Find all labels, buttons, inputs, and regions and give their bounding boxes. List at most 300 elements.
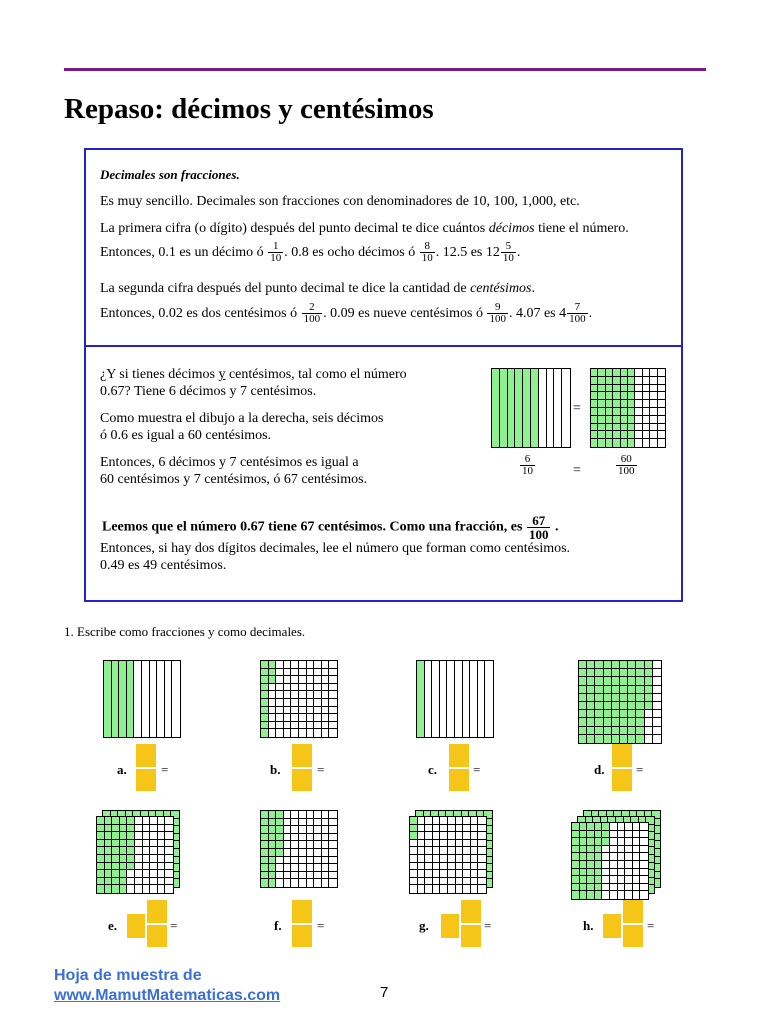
hundredth-cell (261, 661, 269, 669)
hundredth-cell (314, 879, 322, 887)
hundredth-cell (269, 722, 277, 730)
hundredth-cell (620, 669, 628, 677)
hundredth-cell (299, 684, 307, 692)
hundredth-cell (97, 885, 105, 893)
hundredth-cell (591, 439, 598, 447)
hundredth-cell (653, 710, 661, 718)
hundredth-cell (135, 863, 143, 871)
hundredth-cell (261, 841, 269, 849)
hundredth-cell (329, 857, 337, 865)
hundredth-cell (618, 823, 626, 831)
hundredth-cell (314, 841, 322, 849)
hundredth-cell (613, 392, 620, 400)
hundredth-cell (127, 855, 135, 863)
fraction: $\frac{5}{10}$ (502, 240, 514, 265)
hundredth-cell (463, 840, 471, 848)
hundredth-cell (612, 677, 620, 685)
hundredth-cell (604, 661, 612, 669)
hundredth-cell (628, 392, 635, 400)
hundredth-cell (269, 834, 277, 842)
hundredth-cell (580, 891, 588, 899)
hundredth-cell (158, 870, 166, 878)
hundredth-cell (105, 825, 113, 833)
hundredth-cell (625, 884, 633, 892)
hundredth-cell (640, 891, 648, 899)
hundredth-cell (440, 855, 448, 863)
hundredth-cell (640, 876, 648, 884)
hundredth-cell (143, 885, 151, 893)
hundredth-cell (478, 855, 486, 863)
hundredth-cell (418, 863, 426, 871)
hundredth-cell (613, 369, 620, 377)
hundredth-cell (456, 885, 464, 893)
hundredth-cell (307, 857, 315, 865)
hundredth-cell (299, 729, 307, 737)
hundredth-cell (478, 832, 486, 840)
hundredth-cell (602, 838, 610, 846)
hundredth-cell (587, 861, 595, 869)
hundredth-cell (572, 861, 580, 869)
hundredth-cell (291, 714, 299, 722)
hundredth-cell (314, 872, 322, 880)
hundredth-cell (610, 861, 618, 869)
answer-whole-box[interactable] (603, 914, 621, 938)
hundredth-cell (463, 847, 471, 855)
tenth-strip (142, 661, 150, 737)
hundredth-cell (612, 727, 620, 735)
hundredth-cell (463, 878, 471, 886)
hundredth-cell (650, 385, 657, 393)
hundredth-cell (612, 710, 620, 718)
hundredth-cell (645, 702, 653, 710)
hundredth-cell (322, 857, 330, 865)
hundredth-cell (658, 392, 665, 400)
hundredth-cell (329, 811, 337, 819)
hundredth-cell (613, 400, 620, 408)
hundredth-cell (127, 817, 135, 825)
hundredth-cell (658, 377, 665, 385)
hundredth-cell (580, 823, 588, 831)
hundredth-cell (112, 870, 120, 878)
hundredth-cell (621, 385, 628, 393)
hundredth-cell (618, 861, 626, 869)
hundredth-cell (579, 718, 587, 726)
hundredth-cell (322, 872, 330, 880)
hundredth-cell (643, 439, 650, 447)
tenth-strip (492, 369, 500, 447)
hundredth-cell (579, 727, 587, 735)
hundredth-cell (276, 699, 284, 707)
tenth-strip (508, 369, 516, 447)
hundredth-cell (418, 832, 426, 840)
hundredth-cell (478, 885, 486, 893)
hundredth-cell (628, 424, 635, 432)
hundredth-cell (610, 846, 618, 854)
hundredth-cell (433, 825, 441, 833)
hundredth-cell (456, 817, 464, 825)
hundredth-cell (284, 684, 292, 692)
hundredth-cell (628, 661, 636, 669)
hundredth-cell (299, 819, 307, 827)
hundredth-cell (653, 677, 661, 685)
fraction-bar (449, 767, 469, 769)
hundredth-cell (618, 846, 626, 854)
hundredth-cell (120, 817, 128, 825)
hundredth-cell (478, 847, 486, 855)
hundredth-cell (628, 669, 636, 677)
hundredth-cell (329, 849, 337, 857)
hundredth-cell (291, 857, 299, 865)
hundredth-cell (621, 424, 628, 432)
hundredth-cell (643, 416, 650, 424)
hundredth-cell (418, 878, 426, 886)
box2-p3-line1: Entonces, 6 décimos y 7 centésimos es igual a (100, 455, 359, 470)
hundredth-cell (587, 831, 595, 839)
hundredth-cell (322, 811, 330, 819)
hundredth-cell (478, 863, 486, 871)
hundredth-cell (587, 735, 595, 743)
hundredth-cell (105, 878, 113, 886)
hundredth-cell (329, 729, 337, 737)
hundredth-cell (572, 831, 580, 839)
fraction-bar (612, 767, 632, 769)
tenth-strip (470, 661, 478, 737)
fraction-bar (623, 923, 643, 925)
hundredth-cell (440, 885, 448, 893)
hundredth-cell (276, 676, 284, 684)
hundredth-cell (643, 392, 650, 400)
hundredth-cell (425, 825, 433, 833)
hundredths-grid (578, 660, 662, 744)
hundredth-cell (463, 832, 471, 840)
hundredth-cell (425, 870, 433, 878)
exercise-label: c. (428, 762, 438, 777)
hundredth-cell (621, 416, 628, 424)
exercise-label: h. (583, 918, 594, 933)
hundredth-cell (329, 872, 337, 880)
hundredth-cell (579, 677, 587, 685)
hundredth-cell (598, 400, 605, 408)
hundredth-cell (587, 823, 595, 831)
hundredth-cell (448, 870, 456, 878)
hundredth-cell (97, 870, 105, 878)
box1-line2: La primera cifra (o dígito) después del punto decimal te dice cuántos décimos tiene el número. (100, 221, 629, 236)
hundredth-cell (410, 817, 418, 825)
hundredth-cell (580, 869, 588, 877)
hundredth-cell (410, 870, 418, 878)
hundredth-cell (579, 702, 587, 710)
hundredth-cell (127, 840, 135, 848)
hundredth-cell (165, 817, 173, 825)
hundredth-cell (606, 416, 613, 424)
hundredth-cell (580, 831, 588, 839)
hundredth-cell (322, 707, 330, 715)
hundredth-cell (120, 840, 128, 848)
hundredth-cell (595, 669, 603, 677)
hundredth-cell (650, 377, 657, 385)
hundredth-cell (410, 832, 418, 840)
tenth-strip (440, 661, 448, 737)
hundredth-cell (291, 661, 299, 669)
hundredth-cell (650, 439, 657, 447)
hundredth-cell (612, 661, 620, 669)
hundredth-cell (150, 847, 158, 855)
hundredth-cell (120, 870, 128, 878)
hundredth-cell (112, 863, 120, 871)
hundredth-cell (658, 431, 665, 439)
hundredth-cell (604, 702, 612, 710)
hundredth-cell (97, 855, 105, 863)
hundredth-cell (635, 385, 642, 393)
answer-whole-box[interactable] (441, 914, 459, 938)
hundredth-cell (640, 853, 648, 861)
hundredth-cell (635, 400, 642, 408)
hundredth-cell (158, 855, 166, 863)
hundredth-cell (322, 819, 330, 827)
box2-p2-line1: Como muestra el dibujo a la derecha, seis décimos (100, 411, 384, 426)
hundredth-cell (150, 855, 158, 863)
hundredth-cell (645, 718, 653, 726)
tenth-strip (455, 661, 463, 737)
hundredth-cell (120, 847, 128, 855)
hundredth-cell (329, 864, 337, 872)
hundredth-cell (636, 661, 644, 669)
hundredth-cell (307, 707, 315, 715)
hundredth-cell (636, 710, 644, 718)
hundredth-cell (127, 885, 135, 893)
hundredth-cell (307, 676, 315, 684)
hundredth-cell (284, 722, 292, 730)
hundredth-cell (635, 439, 642, 447)
hundredth-cell (598, 392, 605, 400)
fraction-bar (292, 767, 312, 769)
hundredth-cell (606, 408, 613, 416)
hundredth-cell (636, 686, 644, 694)
hundredth-cell (299, 857, 307, 865)
hundredth-cell (636, 735, 644, 743)
hundredth-cell (299, 676, 307, 684)
hundredth-cell (276, 684, 284, 692)
hundredth-cell (587, 702, 595, 710)
hundredth-cell (580, 853, 588, 861)
hundredth-cell (314, 691, 322, 699)
fraction: $\frac{7}{100}$ (569, 301, 586, 326)
hundredth-cell (307, 669, 315, 677)
hundredth-cell (307, 849, 315, 857)
hundredth-cell (636, 694, 644, 702)
hundredth-cell (150, 840, 158, 848)
hundredth-cell (329, 722, 337, 730)
hundredth-cell (284, 676, 292, 684)
hundredth-cell (322, 834, 330, 842)
hundredth-cell (463, 825, 471, 833)
fraction: $\frac{9}{100}$ (489, 301, 506, 326)
hundredth-cell (135, 832, 143, 840)
hundredth-cell (628, 439, 635, 447)
hundredth-cell (261, 722, 269, 730)
hundredth-cell (658, 439, 665, 447)
hundredth-cell (165, 870, 173, 878)
hundredth-cell (135, 840, 143, 848)
hundredth-cell (595, 831, 603, 839)
hundredth-cell (269, 676, 277, 684)
explanation-box (84, 148, 683, 602)
hundredth-cell (612, 686, 620, 694)
hundredth-cell (610, 823, 618, 831)
hundredth-cell (628, 718, 636, 726)
hundredth-cell (269, 857, 277, 865)
hundredth-cell (269, 684, 277, 692)
hundredth-cell (307, 872, 315, 880)
box2-p1-line1: ¿Y si tienes décimos y centésimos, tal como el número (100, 367, 407, 382)
hundredth-cell (650, 392, 657, 400)
hundredth-cell (112, 840, 120, 848)
hundredth-cell (625, 846, 633, 854)
hundredth-cell (314, 676, 322, 684)
hundredth-cell (120, 885, 128, 893)
hundredth-cell (456, 863, 464, 871)
hundredth-cell (307, 691, 315, 699)
hundredth-cell (314, 729, 322, 737)
hundredth-cell (591, 400, 598, 408)
answer-whole-box[interactable] (127, 914, 145, 938)
fraction: $\frac{2}{100}$ (303, 301, 321, 326)
hundredth-cell (604, 710, 612, 718)
hundredth-cell (269, 699, 277, 707)
hundredth-cell (595, 876, 603, 884)
hundredth-cell (572, 823, 580, 831)
hundredth-cell (653, 727, 661, 735)
footer (54, 966, 280, 1006)
hundredth-cell (284, 864, 292, 872)
hundredth-cell (105, 832, 113, 840)
hundredth-cell (650, 431, 657, 439)
hundredth-cell (604, 727, 612, 735)
hundredth-cell (579, 694, 587, 702)
hundredth-cell (628, 710, 636, 718)
hundredth-cell (478, 840, 486, 848)
hundredth-cell (580, 884, 588, 892)
hundredth-cell (261, 684, 269, 692)
hundredth-cell (322, 684, 330, 692)
hundredth-cell (572, 853, 580, 861)
hundredth-cell (598, 431, 605, 439)
hundredth-cell (299, 714, 307, 722)
hundredth-cell (633, 869, 641, 877)
hundredth-cell (291, 707, 299, 715)
hundredth-cell (612, 735, 620, 743)
hundredth-cell (625, 823, 633, 831)
hundredth-cell (307, 661, 315, 669)
hundredth-cell (580, 876, 588, 884)
hundredth-cell (620, 710, 628, 718)
hundredth-cell (269, 691, 277, 699)
hundredth-cell (418, 847, 426, 855)
hundredth-cell (456, 870, 464, 878)
hundredth-cell (602, 853, 610, 861)
hundredth-cell (595, 884, 603, 892)
hundredth-cell (456, 878, 464, 886)
hundredth-cell (307, 729, 315, 737)
hundredth-cell (587, 846, 595, 854)
hundredth-cell (620, 661, 628, 669)
hundredth-cell (633, 891, 641, 899)
hundredth-cell (595, 718, 603, 726)
hundredth-cell (621, 369, 628, 377)
hundredth-cell (635, 392, 642, 400)
hundredth-cell (595, 686, 603, 694)
hundredth-cell (595, 861, 603, 869)
hundredth-cell (579, 686, 587, 694)
hundredth-cell (604, 686, 612, 694)
hundredth-cell (606, 392, 613, 400)
hundredth-cell (650, 416, 657, 424)
hundredth-cell (645, 710, 653, 718)
box2-bold-line: Leemos que el número 0.67 tiene 67 centésimos. Como una fracción, es $\frac{67}{100}$ . (102, 513, 559, 542)
fraction-bar (292, 923, 312, 925)
hundredth-cell (127, 847, 135, 855)
hundredth-cell (640, 869, 648, 877)
hundredth-cell (621, 431, 628, 439)
hundredth-cell (440, 817, 448, 825)
hundredth-cell (329, 669, 337, 677)
hundredth-cell (143, 863, 151, 871)
tenth-strip (523, 369, 531, 447)
footer-link[interactable]: www.MamutMatematicas.com (54, 987, 281, 1004)
hundredth-cell (112, 885, 120, 893)
hundredth-cell (425, 832, 433, 840)
hundredth-cell (291, 864, 299, 872)
hundredth-cell (628, 735, 636, 743)
hundredth-cell (261, 826, 269, 834)
hundredth-cell (135, 885, 143, 893)
hundredth-cell (595, 677, 603, 685)
hundredth-cell (633, 838, 641, 846)
hundredths-grid (260, 810, 338, 888)
hundredth-cell (471, 878, 479, 886)
tenth-strip (150, 661, 158, 737)
tenth-strip (119, 661, 127, 737)
hundredth-cell (269, 849, 277, 857)
hundredth-cell (587, 853, 595, 861)
hundredth-cell (650, 400, 657, 408)
hundredth-cell (628, 416, 635, 424)
hundredth-cell (143, 840, 151, 848)
hundredth-cell (595, 727, 603, 735)
hundredth-cell (291, 826, 299, 834)
hundredth-cell (478, 878, 486, 886)
hundredth-cell (150, 825, 158, 833)
hundredth-cell (127, 832, 135, 840)
hundredth-cell (587, 661, 595, 669)
hundredth-cell (299, 691, 307, 699)
hundredth-cell (120, 825, 128, 833)
hundredth-cell (276, 834, 284, 842)
hundredth-cell (618, 891, 626, 899)
hundredth-cell (595, 853, 603, 861)
hundredth-cell (612, 694, 620, 702)
hundredth-cell (410, 855, 418, 863)
tenth-strip (157, 661, 165, 737)
hundredth-cell (606, 424, 613, 432)
hundredth-cell (261, 872, 269, 880)
hundredth-cell (636, 718, 644, 726)
hundredth-cell (97, 840, 105, 848)
hundredth-cell (595, 891, 603, 899)
hundredth-cell (314, 669, 322, 677)
hundredth-cell (307, 841, 315, 849)
tenth-strip (562, 369, 570, 447)
